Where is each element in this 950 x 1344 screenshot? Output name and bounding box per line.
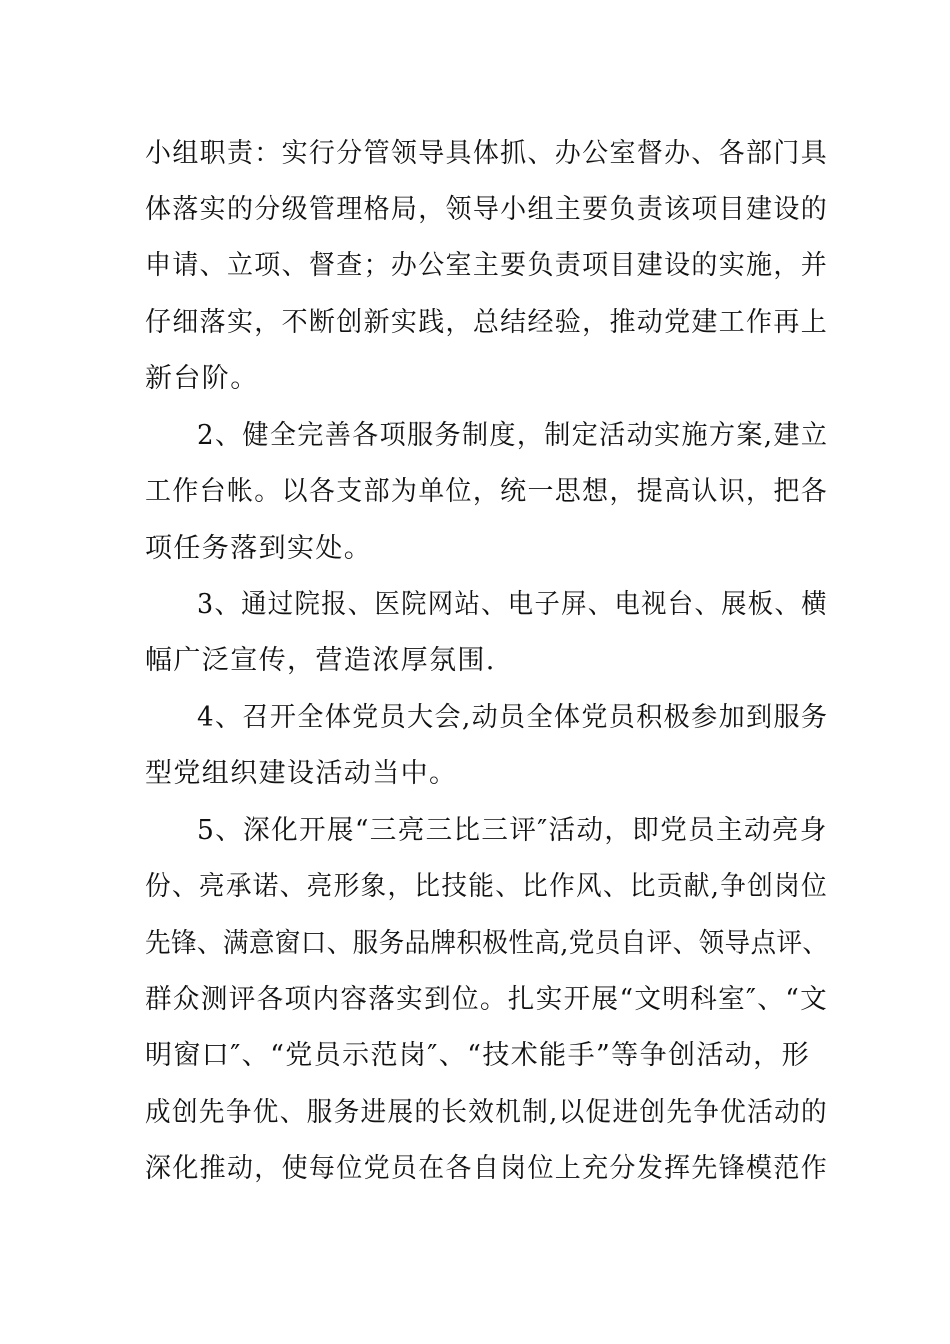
text-line-6: 2、健全完善各项服务制度，制定活动实施方案,建立 — [197, 420, 829, 451]
text-line-4: 仔细落实，不断创新实践，总结经验，推动党建工作再上 — [145, 307, 829, 338]
text-line-7: 工作台帐。以各支部为单位，统一思想，提高认识，把各 — [145, 476, 829, 507]
text-line-5: 新台阶。 — [145, 363, 259, 394]
text-line-18: 成创先争优、服务进展的长效机制,以促进创先争优活动的 — [145, 1097, 828, 1128]
text-line-17: 明窗口″、“党员示范岗″、“技术能手”等争创活动，形 — [145, 1040, 810, 1071]
text-line-16: 群众测评各项内容落实到位。扎实开展“文明科室″、“文 — [145, 984, 829, 1015]
text-line-2: 体落实的分级管理格局，领导小组主要负责该项目建设的 — [145, 194, 829, 225]
text-line-10: 幅广泛宣传，营造浓厚氛围. — [145, 645, 496, 676]
text-line-1: 小组职责：实行分管领导具体抓、办公室督办、各部门具 — [145, 138, 829, 169]
text-line-9: 3、通过院报、医院网站、电子屏、电视台、展板、横 — [197, 589, 828, 620]
text-line-12: 型党组织建设活动当中。 — [145, 758, 458, 789]
text-line-11: 4、召开全体党员大会,动员全体党员积极参加到服务 — [197, 702, 829, 733]
text-line-14: 份、亮承诺、亮形象，比技能、比作风、比贡献,争创岗位 — [145, 871, 828, 902]
text-line-15: 先锋、满意窗口、服务品牌积极性高,党员自评、领导点评、 — [145, 928, 829, 959]
text-line-13: 5、深化开展“三亮三比三评″活动，即党员主动亮身 — [197, 815, 828, 846]
text-line-3: 申请、立项、督查；办公室主要负责项目建设的实施，并 — [145, 250, 829, 281]
text-line-19: 深化推动，使每位党员在各自岗位上充分发挥先锋模范作 — [145, 1153, 829, 1184]
text-line-8: 项任务落到实处。 — [145, 533, 373, 564]
